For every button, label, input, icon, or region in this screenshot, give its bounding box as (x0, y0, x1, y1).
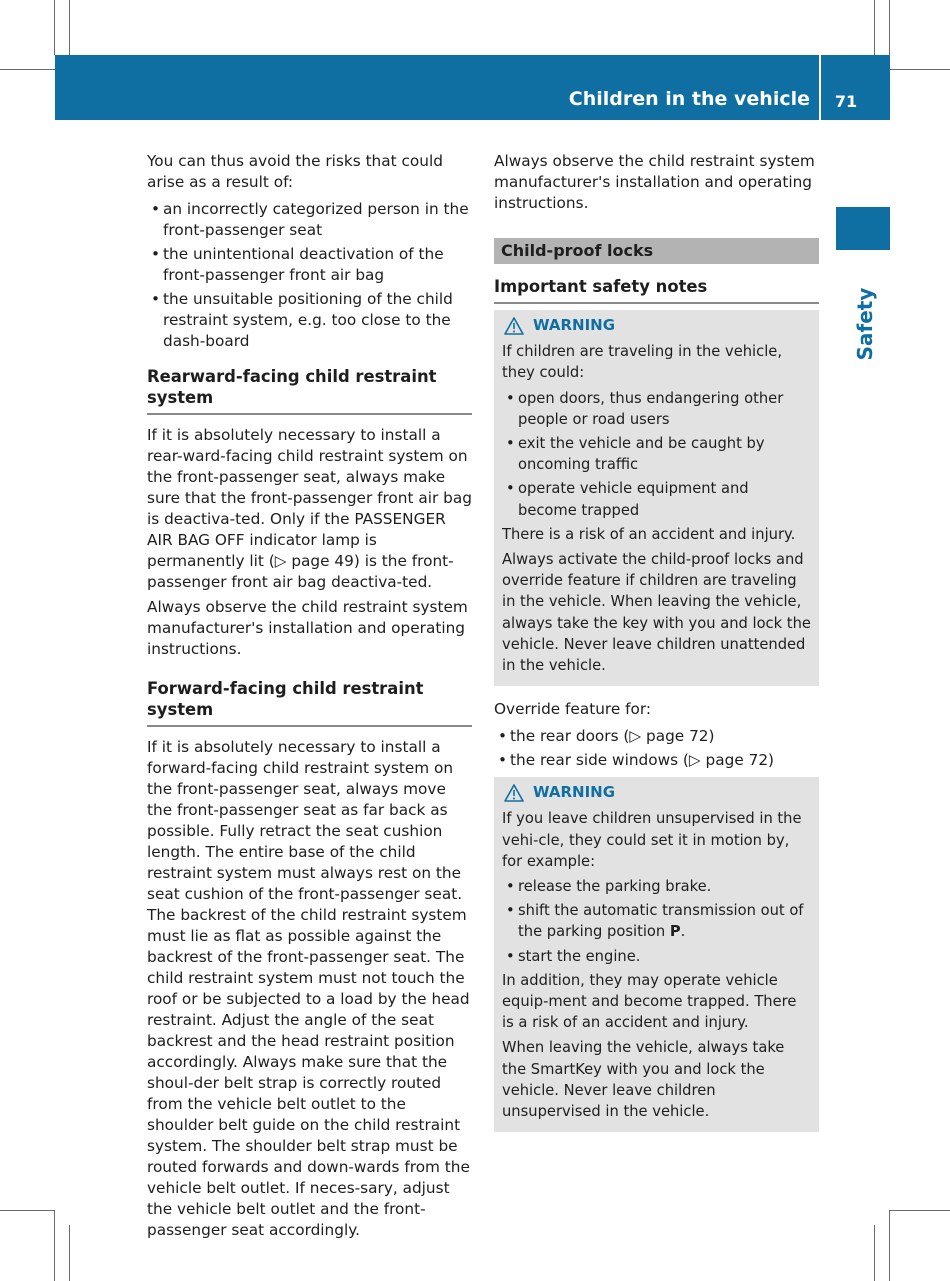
left-column (147, 151, 472, 1245)
warning-intro: If you leave children unsupervised in the vehi-cle, they could set it in motion by, for example: (502, 810, 802, 870)
crop-mark (0, 1210, 55, 1211)
gear-position: P (669, 923, 681, 941)
warning-text: In addition, they may operate vehicle equip-ment and become trapped. There is a risk of an accident and injury. (502, 971, 797, 1032)
chapter-title: Children in the vehicle (568, 88, 810, 110)
list-item: • start the engine. (502, 946, 811, 967)
override-list (494, 726, 819, 771)
crop-mark (889, 1210, 950, 1211)
crop-mark (0, 69, 55, 70)
warning-triangle-icon (504, 784, 524, 802)
list-item: • operate vehicle equipment and become trapped (502, 478, 811, 520)
crop-mark (69, 1225, 70, 1281)
rearward-paragraph-2: Always observe the child restraint system manufacturer's installation and operating instructions. (147, 598, 468, 658)
crop-mark (874, 0, 875, 55)
rearward-paragraph: If it is absolutely necessary to install a rear-ward-facing child restraint system on the front-passenger seat, always make sure that the front-passenger front air bag is deactiva-ted. Only if the PASSENGER AIR BAG OFF indicator lamp is permanently lit (▷ page 49) is the front-passenger front air bag deactiva-ted. (147, 426, 472, 591)
list-item: • exit the vehicle and be caught by oncoming traffic (502, 433, 811, 475)
list-item: • an incorrectly categorized person in the front-passenger seat (147, 199, 472, 241)
warning-box (494, 777, 819, 1132)
section-title: Child-proof locks (494, 238, 819, 264)
crop-mark (54, 1210, 55, 1281)
warning-text: Always activate the child-proof locks and override feature if children are traveling in the vehicle. When leaving the vehicle, always take the key with you and lock the vehicle. Never leave children unattended in the vehicle. (502, 551, 811, 675)
warning-list (502, 876, 811, 967)
crop-mark (889, 69, 950, 70)
warning-header (502, 782, 811, 803)
subheading: Important safety notes (494, 276, 819, 304)
right-column (494, 151, 819, 1132)
crop-mark (889, 0, 890, 55)
list-item-end: . (680, 923, 686, 941)
warning-intro: If children are traveling in the vehicle, they could: (502, 343, 782, 382)
warning-label: WARNING (533, 783, 616, 802)
list-item: • the unsuitable positioning of the child restraint system, e.g. too close to the dash-board (147, 289, 472, 352)
list-item-text: shift the automatic transmission out of the parking position (518, 902, 804, 941)
warning-text: There is a risk of an accident and injury. (502, 525, 796, 543)
list-item: • the unintentional deactivation of the front-passenger front air bag (147, 244, 472, 286)
crop-mark (54, 0, 55, 55)
rearward-heading: Rearward-facing child restraint system (147, 366, 472, 415)
intro-text: You can thus avoid the risks that could arise as a result of: (147, 152, 443, 191)
forward-heading: Forward-facing child restraint system (147, 678, 472, 727)
crop-mark (69, 0, 70, 55)
list-item: • release the parking brake. (502, 876, 811, 897)
list-item (502, 900, 811, 942)
warning-header (502, 315, 811, 336)
header-divider (819, 55, 821, 120)
side-tab-marker (836, 207, 890, 250)
forward-paragraph: If it is absolutely necessary to install a forward-facing child restraint system on the front-passenger seat, always move the front-passenger seat as far back as possible. Fully retract the seat cushion length. The entire base of the child restraint system must always rest on the seat cushion of the front-passenger seat. The backrest of the child restraint system must lie as flat as possible against the backrest of the front-passenger seat. The child restraint system must not touch the roof or be subjected to a load by the head restraint. Adjust the angle of the seat backrest and the head restraint position accordingly. Always make sure that the shoul-der belt strap is correctly routed from the vehicle belt outlet to the shoulder belt guide on the child restraint system. The shoulder belt strap must be routed forwards and down-wards from the vehicle belt outlet. If neces-sary, adjust the vehicle belt outlet and the front-passenger seat accordingly. (147, 738, 470, 1239)
list-item: • the rear side windows (▷ page 72) (494, 750, 819, 771)
crop-mark (889, 1210, 890, 1281)
warning-text: When leaving the vehicle, always take the SmartKey with you and lock the vehicle. Never leave children unsupervised in the vehicle. (502, 1039, 785, 1121)
warning-label: WARNING (533, 316, 616, 334)
override-intro: Override feature for: (494, 700, 652, 719)
side-tab-label: Safety (853, 287, 877, 361)
risk-list (147, 199, 472, 352)
crop-mark (874, 1225, 875, 1281)
list-item: • the rear doors (▷ page 72) (494, 726, 819, 747)
warning-list (502, 388, 811, 521)
intro-text: Always observe the child restraint system manufacturer's installation and operating instructions. (494, 152, 815, 212)
warning-triangle-icon (504, 317, 524, 335)
page-number: 71 (834, 92, 858, 111)
list-item: • open doors, thus endangering other people or road users (502, 388, 811, 430)
warning-box (494, 310, 819, 686)
